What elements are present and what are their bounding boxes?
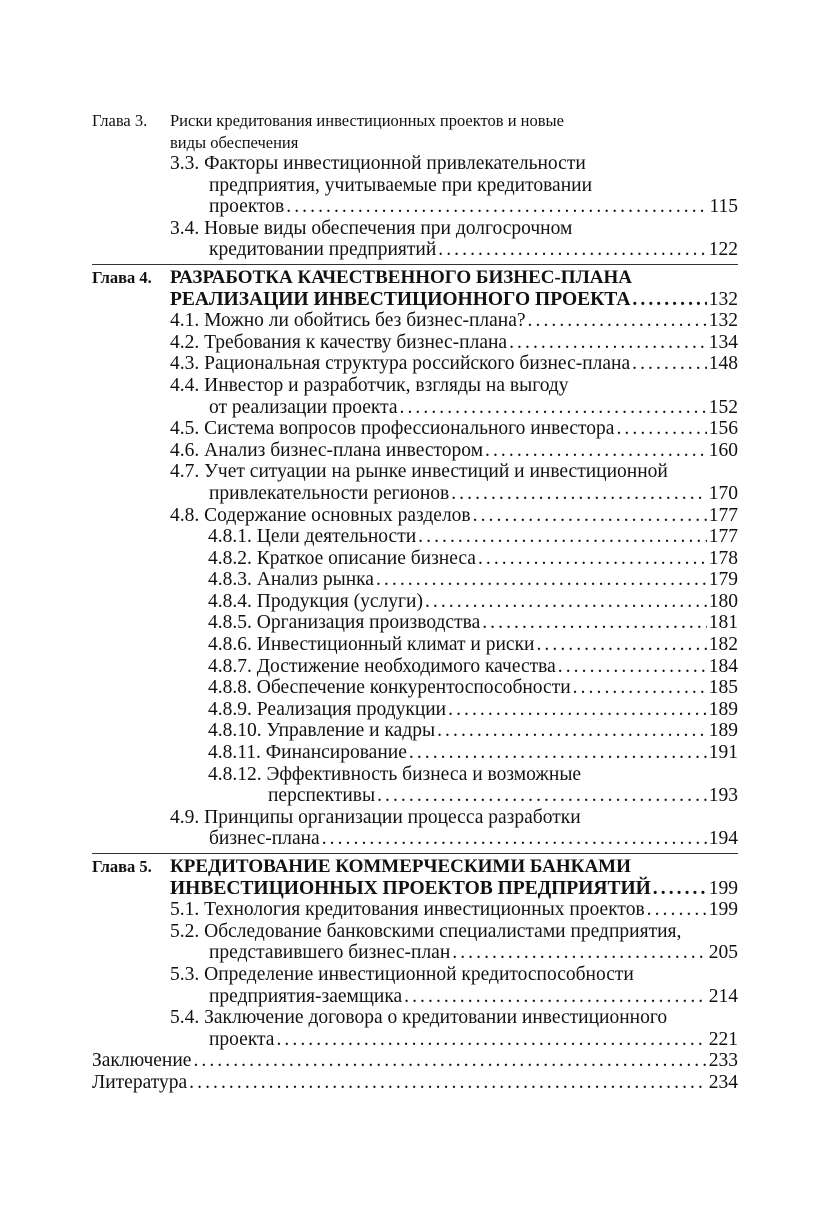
page-number: 205 <box>708 942 738 964</box>
toc-entry-4-7-last: привлекательности регионов . . . 170 <box>92 483 738 505</box>
page-number: 177 <box>708 504 738 526</box>
page-number: 191 <box>708 742 738 764</box>
toc-entry-4-2[interactable]: 4.2. Требования к качеству бизнес-плана . . . 134 <box>92 332 738 354</box>
leader-dots <box>451 483 707 505</box>
toc-entry-4-9[interactable]: 4.9. Принципы организации процесса разработки <box>170 806 581 828</box>
toc-entry-5-2-last: представившего бизнес-план . . . 205 <box>92 942 738 964</box>
leader-dots <box>482 612 707 634</box>
toc-entry-4-3[interactable]: 4.3. Рациональная структура российского бизнес-плана . . . 148 <box>92 353 738 375</box>
chapter-5-title-line1: КРЕДИТОВАНИЕ КОММЕРЧЕСКИМИ БАНКАМИ <box>170 856 631 877</box>
page-number: 221 <box>708 1028 738 1050</box>
toc-entry-conclusion[interactable]: Заключение . . . 233 <box>92 1050 738 1072</box>
leader-dots <box>509 332 707 354</box>
toc-entry-4-8-7[interactable]: 4.8.7. Достижение необходимого качества . . . 184 <box>92 656 738 678</box>
leader-dots <box>653 878 707 900</box>
page-number: 181 <box>708 612 738 634</box>
page-number: 180 <box>708 590 738 612</box>
leader-dots <box>647 899 707 921</box>
page-number: 233 <box>708 1050 738 1072</box>
leader-dots <box>632 353 707 375</box>
chapter-5-heading[interactable] <box>92 856 738 899</box>
leader-dots <box>437 720 707 742</box>
toc-entry-5-3[interactable]: 5.3. Определение инвестиционной кредитоспособности <box>170 963 634 985</box>
toc-entry-literature[interactable]: Литература . . . 234 <box>92 1072 738 1094</box>
toc-entry-3-3-last: проектов . . . 115 <box>92 196 738 218</box>
leader-dots <box>409 742 707 764</box>
leader-dots <box>558 656 707 678</box>
toc-entry-5-4-last: проекта . . . 221 <box>92 1029 738 1051</box>
toc-entry-3-3-cont: предприятия, учитываемые при кредитовании <box>209 174 593 196</box>
toc-entry-4-8-12[interactable]: 4.8.12. Эффективность бизнеса и возможные <box>208 763 582 785</box>
page-number: 177 <box>708 526 738 548</box>
leader-dots <box>452 942 706 964</box>
page-number: 193 <box>708 785 738 807</box>
leader-dots <box>377 785 707 807</box>
toc-entry-4-8[interactable]: 4.8. Содержание основных разделов . . . 177 <box>92 505 738 527</box>
chapter-3-heading <box>92 110 738 153</box>
chapter-5-label: Глава 5. <box>92 857 152 876</box>
page-number: 115 <box>709 196 738 218</box>
page-number: 156 <box>708 418 738 440</box>
leader-dots <box>632 289 706 311</box>
page-number: 132 <box>708 310 738 332</box>
toc-entry-4-8-10[interactable]: 4.8.10. Управление и кадры . . . 189 <box>92 720 738 742</box>
chapter-3-title-line1: Риски кредитования инвестиционных проектов и новые <box>170 111 564 130</box>
page-number: 189 <box>708 720 738 742</box>
chapter-5-title-line2: ИНВЕСТИЦИОННЫХ ПРОЕКТОВ ПРЕДПРИЯТИЙ <box>170 877 651 899</box>
leader-dots <box>286 196 707 218</box>
table-of-contents <box>92 110 738 1094</box>
toc-entry-4-7[interactable]: 4.7. Учет ситуации на рынке инвестиций и инвестиционной <box>170 461 668 483</box>
toc-entry-5-3-last: предприятия-заемщика . . . 214 <box>92 986 738 1008</box>
toc-entry-5-1[interactable]: 5.1. Технология кредитования инвестиционных проектов . . . 199 <box>92 899 738 921</box>
divider <box>92 853 738 854</box>
leader-dots <box>189 1072 707 1094</box>
divider <box>92 264 738 265</box>
leader-dots <box>473 505 707 527</box>
page-number: 185 <box>708 677 738 699</box>
leader-dots <box>276 1029 706 1051</box>
page-number: 189 <box>708 698 738 720</box>
toc-entry-4-8-4[interactable]: 4.8.4. Продукция (услуги) . . . 180 <box>92 591 738 613</box>
leader-dots <box>438 239 706 261</box>
chapter-3-label: Глава 3. <box>92 111 148 130</box>
page-number: 179 <box>708 569 738 591</box>
toc-entry-5-2[interactable]: 5.2. Обследование банковскими специалистами предприятия, <box>170 920 682 942</box>
page-number: 170 <box>708 482 738 504</box>
page-number: 234 <box>708 1071 738 1093</box>
toc-entry-4-1[interactable]: 4.1. Можно ли обойтись без бизнес-плана? . . . 132 <box>92 310 738 332</box>
page-number: 178 <box>708 547 738 569</box>
leader-dots <box>418 526 707 548</box>
leader-dots <box>400 397 707 419</box>
toc-entry-3-3[interactable]: 3.3. Факторы инвестиционной привлекательности <box>170 153 586 174</box>
page-number: 132 <box>708 288 738 310</box>
toc-entry-3-4[interactable]: 3.4. Новые виды обеспечения при долгосрочном <box>170 217 573 239</box>
page-number: 199 <box>708 899 738 921</box>
leader-dots <box>193 1050 706 1072</box>
toc-entry-4-8-1[interactable]: 4.8.1. Цели деятельности . . . 177 <box>92 526 738 548</box>
toc-entry-4-8-8[interactable]: 4.8.8. Обеспечение конкурентоспособности . . . 185 <box>92 677 738 699</box>
toc-entry-4-4-last: от реализации проекта . . . 152 <box>92 397 738 419</box>
chapter-4-heading[interactable] <box>92 267 738 310</box>
toc-entry-5-4[interactable]: 5.4. Заключение договора о кредитовании инвестиционного <box>170 1007 668 1029</box>
chapter-4-title-line1: РАЗРАБОТКА КАЧЕСТВЕННОГО БИЗНЕС-ПЛАНА <box>170 266 632 288</box>
leader-dots <box>425 591 707 613</box>
page-number: 199 <box>708 877 738 899</box>
leader-dots <box>376 569 707 591</box>
leader-dots <box>536 634 706 656</box>
leader-dots <box>485 440 707 462</box>
toc-entry-4-5[interactable]: 4.5. Система вопросов профессионального инвестора . . . 156 <box>92 418 738 440</box>
page-number: 122 <box>708 239 738 261</box>
leader-dots <box>528 310 707 332</box>
page-number: 134 <box>708 331 738 353</box>
leader-dots <box>478 548 707 570</box>
leader-dots <box>448 699 707 721</box>
chapter-4-title-line2: РЕАЛИЗАЦИИ ИНВЕСТИЦИОННОГО ПРОЕКТА <box>170 288 631 310</box>
page-number: 214 <box>708 985 738 1007</box>
page-number: 152 <box>708 396 738 418</box>
toc-entry-4-8-3[interactable]: 4.8.3. Анализ рынка . . . 179 <box>92 569 738 591</box>
toc-entry-4-8-12-last: перспективы . . . 193 <box>92 785 738 807</box>
page-number: 148 <box>708 353 738 375</box>
toc-entry-4-4[interactable]: 4.4. Инвестор и разработчик, взгляды на выгоду <box>170 374 569 396</box>
leader-dots <box>616 418 706 440</box>
toc-entry-4-8-5[interactable]: 4.8.5. Организация производства . . . 181 <box>92 612 738 634</box>
toc-entry-3-4-last: кредитовании предприятий . . . 122 <box>92 239 738 261</box>
page-number: 194 <box>708 828 738 850</box>
leader-dots <box>573 677 707 699</box>
toc-entry-4-8-11[interactable]: 4.8.11. Финансирование . . . 191 <box>92 742 738 764</box>
chapter-4-label: Глава 4. <box>92 267 152 287</box>
toc-entry-4-9-last: бизнес-плана . . . 194 <box>92 828 738 850</box>
toc-entry-4-8-9[interactable]: 4.8.9. Реализация продукции . . . 189 <box>92 699 738 721</box>
toc-entry-4-8-6[interactable]: 4.8.6. Инвестиционный климат и риски . . . 182 <box>92 634 738 656</box>
page-number: 182 <box>708 634 738 656</box>
chapter-3-title-line2: виды обеспечения <box>170 132 299 152</box>
toc-entry-4-8-2[interactable]: 4.8.2. Краткое описание бизнеса . . . 178 <box>92 548 738 570</box>
leader-dots <box>404 986 707 1008</box>
page-number: 184 <box>708 655 738 677</box>
page-number: 160 <box>708 439 738 461</box>
toc-entry-4-6[interactable]: 4.6. Анализ бизнес-плана инвестором . . . 160 <box>92 440 738 462</box>
leader-dots <box>322 828 707 850</box>
